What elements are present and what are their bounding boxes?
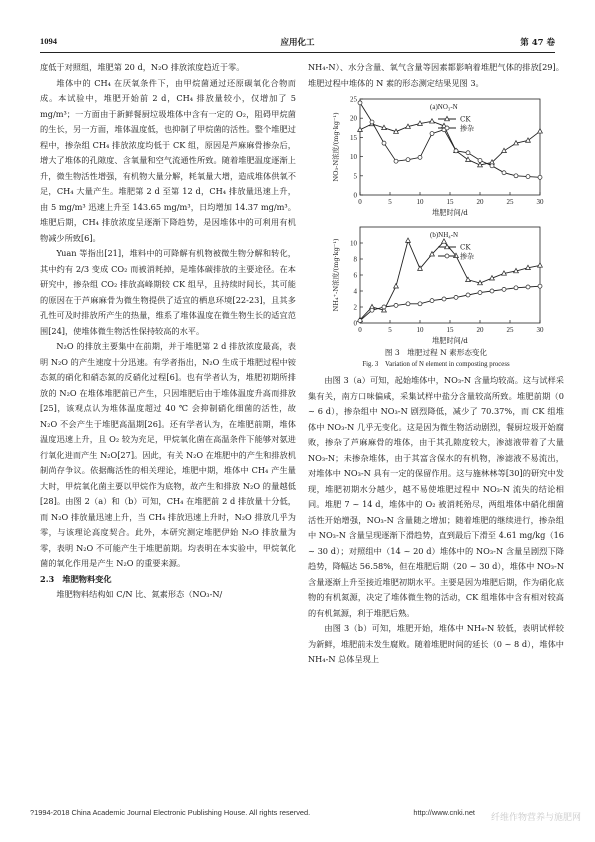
data-point xyxy=(394,159,398,163)
legend-label: CK xyxy=(460,115,471,124)
y-tick-label: 25 xyxy=(350,95,357,104)
data-point xyxy=(370,308,374,312)
figure-3 xyxy=(308,91,564,371)
data-point xyxy=(526,138,531,142)
chart-nh4n xyxy=(308,219,564,347)
header-rule xyxy=(40,52,555,53)
panel-label: (a)NO₃-N xyxy=(430,103,458,111)
x-tick-label: 5 xyxy=(388,198,392,206)
left-column xyxy=(40,60,296,603)
data-point xyxy=(454,295,458,299)
running-header xyxy=(40,36,555,52)
data-point xyxy=(466,277,471,281)
footer-url[interactable]: http://www.cnki.net xyxy=(413,808,475,817)
paragraph: 由图 3（b）可知，堆肥开始，堆体中 NH₄-N 较低，表明试样较为新鲜，堆肥前未发生腐败。随着堆肥时间的延长（0 ~ 8 d），堆体中 NH₄-N 总体呈现上 xyxy=(308,623,564,664)
y-tick-label: 0 xyxy=(353,191,357,200)
watermark: 纤维作物营养与施肥网 xyxy=(490,813,581,823)
data-point xyxy=(394,303,398,307)
page-number: 1094 xyxy=(40,36,57,46)
data-point xyxy=(358,101,362,105)
data-point xyxy=(526,285,530,289)
data-point xyxy=(490,289,494,293)
data-point xyxy=(502,287,506,291)
legend-label: CK xyxy=(460,243,471,252)
x-tick-label: 10 xyxy=(416,326,424,334)
figure-caption: 图 3 堆肥过程 N 素形态变化 xyxy=(384,348,488,357)
legend-label: 掺杂 xyxy=(460,124,474,133)
series-line xyxy=(360,241,540,320)
paragraph: NH₄-N）、水分含量、氧气含量等因素都影响着堆肥气体的排放[29]。堆肥过程中堆体的 N 素的形态测定结果见图 3。 xyxy=(308,62,564,88)
data-point xyxy=(466,157,471,161)
data-point xyxy=(502,148,507,152)
data-point xyxy=(430,132,434,136)
y-axis-label: NH₄⁺-N浓度/(mg·kg⁻¹) xyxy=(332,238,340,312)
x-tick-label: 15 xyxy=(446,326,454,334)
volume-label: 第 47 卷 xyxy=(520,38,555,48)
data-point xyxy=(406,302,410,306)
data-point xyxy=(538,129,543,133)
chart-no3n xyxy=(308,91,564,219)
x-tick-label: 10 xyxy=(416,198,424,206)
legend-label: 掺杂 xyxy=(460,252,474,261)
x-tick-label: 5 xyxy=(388,326,392,334)
data-point xyxy=(466,151,470,155)
paragraph: Yuan 等指出[21]，堆料中的可降解有机物被微生物分解和转化，其中约有 2/3 变成 CO₂ 而被消耗掉，是堆体碳排放的主要途径。在本研究中，掺杂组 CO₂ 排放高峰期较 CK 组早，且持续时间长，其可能的原因在于芦麻麻骨为微生物提供了适宜的栖息环境[22-23]，且其多孔性可及时排放所产生的热量，维系了堆体温度在微生物生长的适宜范围[24]，使堆体微生物活性保持较高的水平。 xyxy=(40,248,296,336)
x-tick-label: 25 xyxy=(506,198,514,206)
data-point xyxy=(538,263,543,267)
y-tick-label: 5 xyxy=(353,172,357,181)
x-tick-label: 30 xyxy=(536,326,544,334)
y-tick-label: 15 xyxy=(350,133,357,142)
data-point xyxy=(382,305,386,309)
data-point xyxy=(370,120,374,124)
data-point xyxy=(478,158,482,162)
data-point xyxy=(418,302,422,306)
y-tick-label: 2 xyxy=(353,303,357,312)
y-axis-label: NO₃-N浓度/(mg·kg⁻¹) xyxy=(332,112,340,182)
y-tick-label: 10 xyxy=(350,239,357,248)
data-point xyxy=(358,319,362,323)
data-point xyxy=(382,141,386,145)
legend-marker xyxy=(445,126,449,130)
data-point xyxy=(466,293,470,297)
x-tick-label: 20 xyxy=(476,198,484,206)
data-point xyxy=(538,284,542,288)
data-point xyxy=(406,238,411,242)
copyright-notice: ?1994-2018 China Academic Journal Electronic Publishing House. All rights reserved. xyxy=(30,808,311,817)
data-point xyxy=(430,119,435,123)
x-tick-label: 0 xyxy=(358,198,362,206)
x-tick-label: 30 xyxy=(536,198,544,206)
figure-caption-english: Fig. 3 Variation of N element in composting process xyxy=(362,361,510,368)
x-axis-label: 堆肥时间/d xyxy=(432,336,468,345)
data-point xyxy=(478,291,482,295)
data-point xyxy=(406,158,410,162)
x-tick-label: 0 xyxy=(358,326,362,334)
y-tick-label: 4 xyxy=(353,287,357,296)
panel-label: (b)NH₄-N xyxy=(430,231,459,239)
paragraph: 堆肥物料结构如 C/N 比、氮素形态（NO₃-N/ xyxy=(56,589,223,599)
paragraph: N₂O 的排放主要集中在前期，并于堆肥第 2 d 排放浓度最高，表明 N₂O 的产生速度十分迅速。有学者指出，N₂O 生成于堆肥过程中铵态氮的硝化和硝态氮的反硝化过程[6]。也有学者认为，堆肥初期所排放的 N₂O 在堆体堆肥前已产生，只因堆肥后由于堆体温度升高而排放[25]，该观点认为堆体温度超过 40 ℃ 会抑制硝化细菌的活性，故 N₂O 不会产生于堆肥高温期[26]。还有学者认为，在堆肥前期，堆体温度迅速上升，且 O₂ 较为充足，甲烷氧化菌在高温条件下能够对氨进行氧化进而产生 N₂O[27]。因此，有关 N₂O 在堆肥中的产生和排放机制尚存争议。依据酶活性的相关理论，堆肥中期，堆体中 CH₄ 产生量大时，甲烷氧化菌主要以甲烷作为底物，故产生和排放 N₂O 的量越低[28]。由图 2（a）和（b）可知，CH₄ 在堆肥前 2 d 排放量十分低，而 N₂O 排放量迅速上升，当 CH₄ 排放迅速上升时，N₂O 排放几乎为零，与该理论高度契合。此外，本研究测定堆肥伊始 N₂O 排放量为零，表明 N₂O 不可能产生于堆肥前期。均表明在本实验中，甲烷氧化菌的氧化作用是产生 N₂O 的重要来源。 xyxy=(40,341,296,568)
data-point xyxy=(418,155,422,159)
data-point xyxy=(442,297,446,301)
data-point xyxy=(394,284,399,288)
data-point xyxy=(514,174,518,178)
data-point xyxy=(454,149,458,153)
x-axis-label: 堆肥时间/d xyxy=(432,208,468,217)
y-tick-label: 10 xyxy=(350,153,357,162)
y-tick-label: 6 xyxy=(353,271,357,280)
data-point xyxy=(442,239,447,243)
right-column xyxy=(308,60,564,668)
x-tick-label: 25 xyxy=(506,326,514,334)
data-point xyxy=(514,286,518,290)
y-tick-label: 8 xyxy=(353,255,357,264)
data-point xyxy=(526,175,530,179)
section-heading: 2.3 堆肥物料变化 xyxy=(40,573,112,584)
plot-frame xyxy=(360,227,540,323)
y-tick-label: 0 xyxy=(353,319,357,328)
paragraph: 堆体中的 CH₄ 在厌氧条件下，由甲烷菌通过还原碳氧化合物而成。本试验中，堆肥开始前 2 d，CH₄ 排放量较小，仅增加了 5 mg/m³；一方面由于新鲜餐厨垃圾堆体中含有一定的 O₂，阻碍甲烷菌的生长，另一方面，堆体温度低，也抑制了甲烷菌的活性。整个堆肥过程中，掺杂组 CH₄ 排放浓度均低于 CK 组，原因是芦麻麻骨掺杂后，增大了堆体的孔隙度、含氧量和空气流通性所致。随着堆肥温度逐渐上升，微生物活性增强，有机物大量分解，耗氧量大增，造成堆体供氧不足，CH₄ 大量产生。堆肥第 2 d 至第 12 d，CH₄ 排放量迅速上升，由 5 mg/m³ 迅速上升至 143.65 mg/m³，日均增加 14.37 mg/m³。堆肥后期，CH₄ 排放浓度呈逐渐下降趋势，是因堆体中的可利用有机物减少所致[6]。 xyxy=(40,77,296,243)
data-point xyxy=(538,175,542,179)
data-point xyxy=(502,171,506,175)
paragraph: 由图 3（a）可知，起始堆体中，NO₃-N 含量均较高。这与试样采集有关，南方口味偏咸，采集试样中盐分含量较高所致。堆肥前期（0 ~ 6 d），掺杂组中 NO₃-N 剧烈降低，减少了 70.37%，而 CK 组堆体中 NO₃-N 几乎无变化。这是因为微生物活动剧烈，餐厨垃圾开始腐败，掺杂了芦麻麻骨的堆体，由于其孔隙度较大，渗滤液带着了大量 NO₃-N；未掺杂堆体，由于其富含保水的有机物，渗滤液不易流出，对堆体中 NO₃-N 具有一定的保留作用。这与施林林等[30]的研究中发现，堆肥初期水分越少，越不易使堆肥过程中 NO₃-N 流失的结论相同。堆肥 7 ~ 14 d，堆体中的 O₂ 被消耗殆尽，两组堆体中硝化细菌活性开始增强，NO₃-N 含量随之增加；随着堆肥的继续进行，掺杂组中 NO₃-N 含量呈现逐渐下滑趋势，直到最后下滑至 4.61 mg/kg（16 ~ 30 d）；对照组中（14 ~ 20 d）堆体中的 NO₃-N 含量呈剧烈下降趋势，降幅达 56.58%，但在堆肥后期（20 ~ 30 d），堆体中 NO₃-N 含量逐渐上升至接近堆肥初期水平。主要是因为堆肥后期，作为硝化底物的有机氮源，决定了堆体微生物的活动，CK 组堆体中含有相对较高的有机氮源，利于堆肥后熟。 xyxy=(308,375,564,618)
series-line xyxy=(360,103,540,178)
x-tick-label: 20 xyxy=(476,326,484,334)
journal-name: 应用化工 xyxy=(280,38,315,48)
legend-marker xyxy=(445,254,449,258)
y-tick-label: 20 xyxy=(350,114,357,123)
x-tick-label: 15 xyxy=(446,198,454,206)
paragraph: 度低于对照组，堆肥第 20 d，N₂O 排放浓度趋近于零。 xyxy=(40,62,245,72)
data-point xyxy=(430,299,434,303)
data-point xyxy=(490,164,494,168)
